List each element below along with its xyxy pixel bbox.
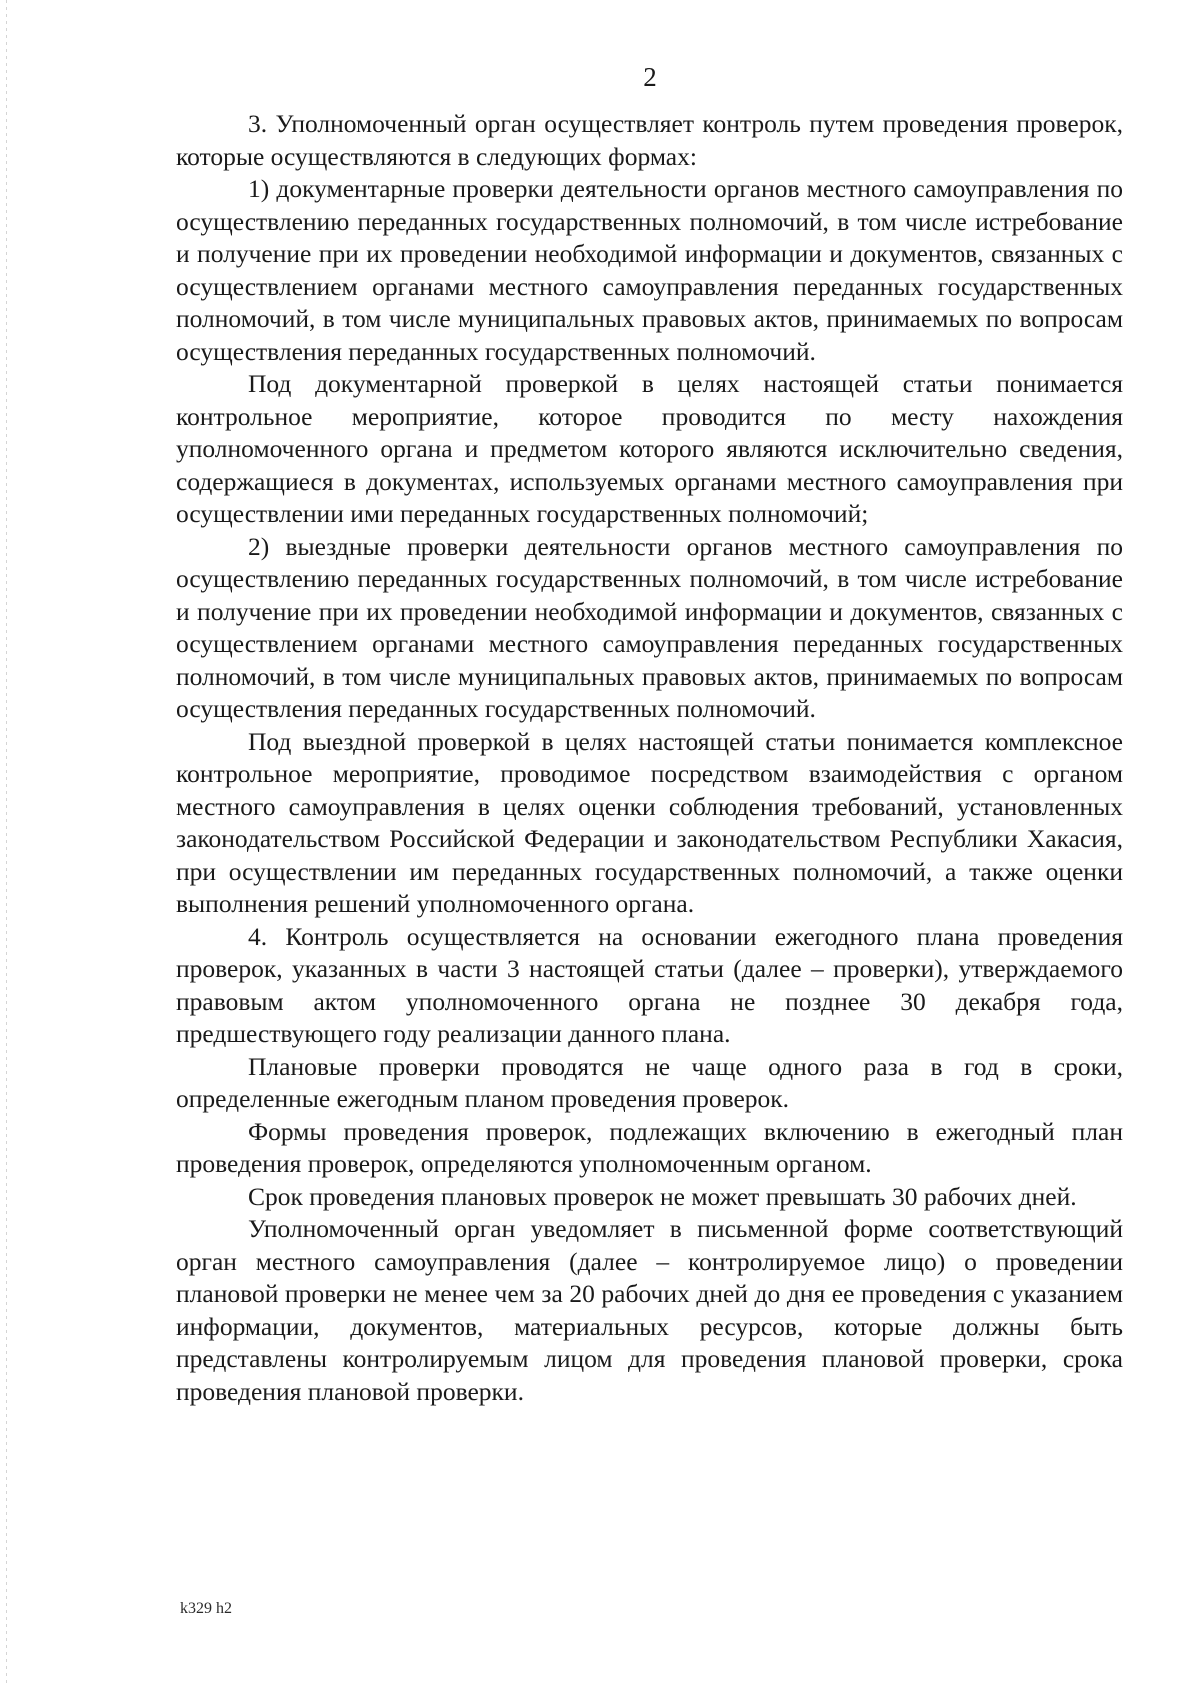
footer-document-code: k329 h2 <box>180 1600 232 1617</box>
scan-edge-artifact <box>6 0 7 1686</box>
paragraph-doc-check-definition: Под документарной проверкой в целях настоящей статьи понимается контрольное мероприятие, которое проводится по месту нахождения уполномоченного органа и предметом которого являются исключительно сведения, содержащиеся в документах, используемых органами местного самоуправления при осуществлении ими переданных государственных полномочий; <box>176 369 1123 528</box>
paragraph-3-intro: 3. Уполномоченный орган осуществляет контроль путем проведения проверок, которые осуществляются в следующих формах: <box>176 109 1123 171</box>
paragraph-notification: Уполномоченный орган уведомляет в письменной форме соответствующий орган местного самоуправления (далее – контролируемое лицо) о проведении плановой проверки не менее чем за 20 рабочих дней до дня ее проведения с указанием информации, документов, материальных ресурсов, которые должны быть представлены контролируемым лицом для проведения плановой проверки, срока проведения плановой проверки. <box>176 1214 1123 1406</box>
paragraph-item-1: 1) документарные проверки деятельности органов местного самоуправления по осуществлению переданных государственных полномочий, в том числе истребование и получение при их проведении необходимой информации и документов, связанных с осуществлением органами местного самоуправления переданных государственных полномочий, в том числе муниципальных правовых актов, принимаемых по вопросам осуществления переданных государственных полномочий. <box>176 174 1123 366</box>
paragraph-check-forms: Формы проведения проверок, подлежащих включению в ежегодный план проведения проверок, определяются уполномоченным органом. <box>176 1116 1123 1178</box>
page-number: 2 <box>643 62 657 92</box>
document-body <box>176 108 1123 1408</box>
paragraph-4-annual-plan: 4. Контроль осуществляется на основании ежегодного плана проведения проверок, указанных в части 3 настоящей статьи (далее – проверки), утверждаемого правовым актом уполномоченного органа не позднее 30 декабря года, предшествующего году реализации данного плана. <box>176 921 1123 1048</box>
paragraph-field-check-definition: Под выездной проверкой в целях настоящей статьи понимается комплексное контрольное мероприятие, проводимое посредством взаимодействия с органом местного самоуправления в целях оценки соблюдения требований, установленных законодательством Российской Федерации и законодательством Республики Хакасия, при осуществлении им переданных государственных полномочий, а также оценки выполнения решений уполномоченного органа. <box>176 726 1123 918</box>
paragraph-item-2: 2) выездные проверки деятельности органов местного самоуправления по осуществлению переданных государственных полномочий, в том числе истребование и получение при их проведении необходимой информации и документов, связанных с осуществлением органами местного самоуправления переданных государственных полномочий, в том числе муниципальных правовых актов, принимаемых по вопросам осуществления переданных государственных полномочий. <box>176 531 1123 723</box>
paragraph-planned-checks-frequency: Плановые проверки проводятся не чаще одного раза в год в сроки, определенные ежегодным планом проведения проверок. <box>176 1051 1123 1113</box>
paragraph-check-duration: Срок проведения плановых проверок не может превышать 30 рабочих дней. <box>248 1181 1077 1211</box>
